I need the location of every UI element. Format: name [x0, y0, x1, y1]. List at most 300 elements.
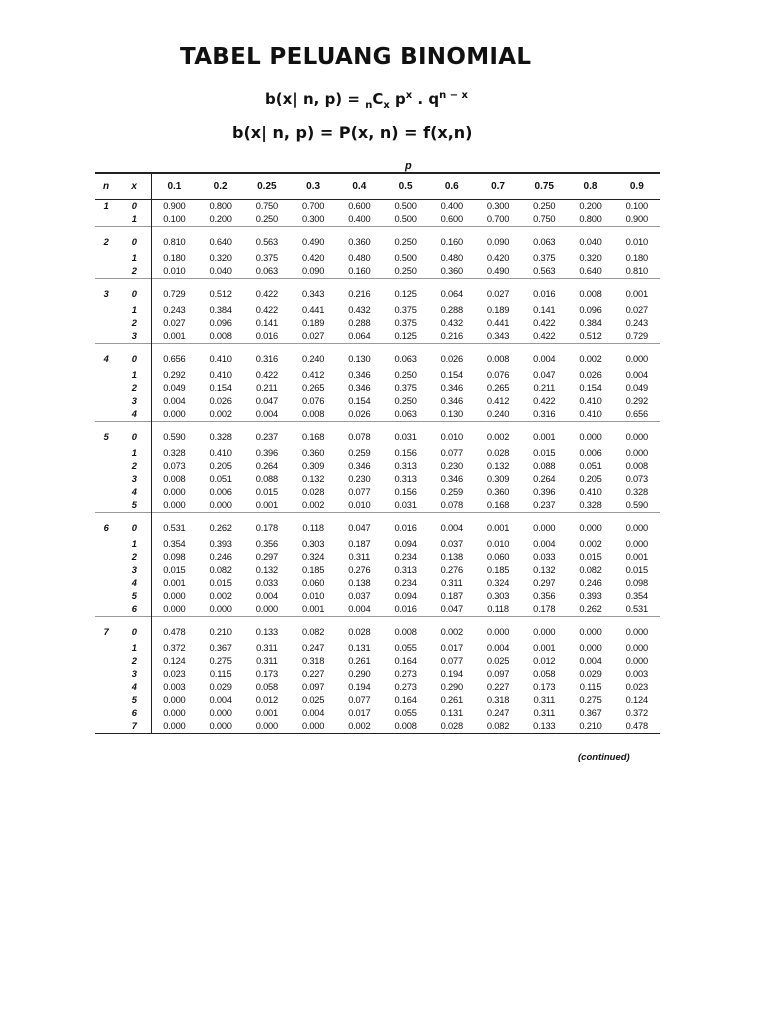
probability-cell: 0.028 — [336, 617, 382, 643]
probability-cell: 0.000 — [163, 500, 186, 510]
probability-cell: 0.063 — [382, 344, 428, 370]
probability-cell: 0.016 — [382, 513, 428, 539]
probability-cell: 0.656 — [151, 344, 197, 370]
probability-cell: 0.512 — [579, 331, 602, 341]
formula-part: b(x| n, p) = — [265, 90, 366, 108]
probability-cell: 0.051 — [579, 461, 602, 471]
n-value — [95, 330, 117, 344]
probability-cell: 0.372 — [625, 708, 648, 718]
p-column-label: p — [405, 160, 412, 172]
probability-cell: 0.410 — [579, 396, 602, 406]
x-value: 1 — [131, 539, 137, 549]
formula-sub: n — [365, 100, 373, 111]
probability-cell: 0.187 — [440, 591, 463, 601]
probability-cell: 0.360 — [486, 487, 510, 497]
probability-cell: 0.354 — [163, 539, 186, 549]
n-value — [95, 369, 117, 382]
probability-cell: 0.028 — [301, 487, 325, 497]
probability-cell: 0.131 — [348, 643, 371, 653]
probability-cell: 0.205 — [209, 461, 232, 471]
probability-cell: 0.004 — [255, 409, 278, 419]
probability-cell: 0.156 — [394, 448, 417, 458]
probability-cell: 0.000 — [625, 539, 648, 549]
probability-cell: 0.058 — [255, 682, 278, 692]
x-value: 0 — [117, 422, 151, 448]
x-value: 0 — [117, 617, 151, 643]
header-p: 0.5 — [398, 181, 413, 192]
probability-cell: 0.178 — [244, 513, 290, 539]
probability-cell: 0.356 — [255, 539, 278, 549]
probability-cell: 0.288 — [440, 305, 463, 315]
probability-cell: 0.441 — [301, 305, 325, 315]
probability-cell: 0.234 — [394, 552, 417, 562]
probability-cell: 0.700 — [486, 214, 510, 224]
probability-cell: 0.000 — [625, 656, 648, 666]
probability-cell: 0.008 — [394, 721, 417, 731]
probability-cell: 0.265 — [301, 383, 325, 393]
probability-cell: 0.016 — [255, 331, 278, 341]
probability-cell: 0.004 — [209, 695, 232, 705]
probability-cell: 0.600 — [348, 201, 371, 211]
probability-cell: 0.400 — [440, 201, 463, 211]
probability-cell: 0.132 — [301, 474, 325, 484]
probability-cell: 0.025 — [301, 695, 325, 705]
x-value: 6 — [131, 708, 137, 718]
x-value: 3 — [131, 331, 137, 341]
n-value — [95, 317, 117, 330]
probability-cell: 0.346 — [348, 383, 371, 393]
probability-cell: 0.000 — [614, 513, 660, 539]
probability-cell: 0.047 — [440, 604, 463, 614]
probability-cell: 0.500 — [394, 201, 417, 211]
probability-cell: 0.115 — [209, 669, 232, 679]
n-value — [95, 499, 117, 513]
probability-cell: 0.300 — [301, 214, 325, 224]
probability-cell: 0.090 — [475, 227, 521, 253]
probability-cell: 0.367 — [209, 643, 232, 653]
formula-part: p — [389, 90, 406, 108]
probability-cell: 0.002 — [209, 409, 232, 419]
probability-cell: 0.015 — [209, 578, 232, 588]
table-row — [95, 668, 660, 681]
probability-cell: 0.100 — [163, 214, 186, 224]
probability-cell: 0.400 — [348, 214, 371, 224]
header-x: x — [131, 181, 137, 192]
probability-cell: 0.088 — [255, 474, 278, 484]
n-value — [95, 590, 117, 603]
table-row — [95, 344, 660, 370]
probability-cell: 0.023 — [163, 669, 186, 679]
x-value: 2 — [131, 461, 137, 471]
probability-cell: 0.077 — [440, 448, 463, 458]
probability-cell: 0.000 — [521, 513, 567, 539]
probability-cell: 0.000 — [614, 422, 660, 448]
probability-cell: 0.015 — [579, 552, 602, 562]
probability-cell: 0.324 — [301, 552, 325, 562]
probability-cell: 0.141 — [255, 318, 278, 328]
probability-cell: 0.311 — [256, 656, 278, 666]
n-value — [95, 642, 117, 655]
table-row — [95, 617, 660, 643]
n-value — [95, 486, 117, 499]
probability-cell: 0.531 — [151, 513, 197, 539]
x-value: 2 — [131, 266, 137, 276]
probability-cell: 0.132 — [533, 565, 556, 575]
probability-cell: 0.098 — [163, 552, 186, 562]
probability-cell: 0.640 — [579, 266, 602, 276]
probability-cell: 0.230 — [440, 461, 463, 471]
probability-cell: 0.261 — [440, 695, 463, 705]
probability-cell: 0.250 — [255, 214, 278, 224]
probability-cell: 0.016 — [521, 279, 567, 305]
probability-cell: 0.180 — [163, 253, 186, 263]
probability-cell: 0.090 — [301, 266, 325, 276]
formula-sup: n − x — [439, 90, 469, 101]
probability-cell: 0.800 — [209, 201, 232, 211]
probability-cell: 0.064 — [348, 331, 371, 341]
probability-cell: 0.063 — [394, 409, 417, 419]
probability-cell: 0.028 — [440, 721, 463, 731]
probability-notation: b(x| n, p) = P(x, n) = f(x,n) — [232, 123, 473, 142]
table-row — [95, 408, 660, 422]
x-value: 6 — [131, 604, 137, 614]
header-p: 0.7 — [491, 181, 505, 192]
probability-cell: 0.064 — [429, 279, 475, 305]
probability-cell: 0.396 — [533, 487, 556, 497]
probability-cell: 0.073 — [625, 474, 648, 484]
probability-cell: 0.900 — [625, 214, 648, 224]
n-value: 1 — [103, 201, 109, 211]
probability-cell: 0.047 — [255, 396, 278, 406]
probability-cell: 0.356 — [533, 591, 556, 601]
table-row — [95, 538, 660, 551]
probability-cell: 0.729 — [151, 279, 197, 305]
probability-cell: 0.008 — [382, 617, 428, 643]
probability-cell: 0.027 — [301, 331, 325, 341]
table-row — [95, 227, 660, 253]
probability-cell: 0.000 — [163, 695, 186, 705]
probability-cell: 0.000 — [579, 643, 602, 653]
probability-cell: 0.124 — [625, 695, 648, 705]
x-value: 3 — [131, 565, 137, 575]
x-value: 2 — [131, 552, 137, 562]
probability-cell: 0.410 — [209, 370, 232, 380]
probability-cell: 0.010 — [486, 539, 510, 549]
probability-cell: 0.063 — [255, 266, 278, 276]
probability-cell: 0.010 — [348, 500, 371, 510]
probability-cell: 0.012 — [533, 656, 556, 666]
probability-cell: 0.078 — [440, 500, 463, 510]
probability-cell: 0.360 — [440, 266, 463, 276]
probability-cell: 0.261 — [348, 656, 371, 666]
probability-cell: 0.138 — [440, 552, 463, 562]
probability-cell: 0.001 — [533, 643, 556, 653]
x-value: 4 — [131, 409, 137, 419]
probability-cell: 0.500 — [394, 253, 417, 263]
probability-cell: 0.500 — [394, 214, 417, 224]
probability-cell: 0.040 — [567, 227, 613, 253]
binomial-formula — [265, 90, 468, 111]
probability-cell: 0.002 — [429, 617, 475, 643]
probability-cell: 0.178 — [533, 604, 556, 614]
probability-cell: 0.250 — [533, 201, 556, 211]
probability-cell: 0.001 — [625, 552, 648, 562]
x-value: 0 — [131, 201, 137, 211]
probability-cell: 0.000 — [163, 708, 186, 718]
probability-cell: 0.000 — [255, 604, 278, 614]
probability-cell: 0.060 — [486, 552, 510, 562]
probability-cell: 0.288 — [348, 318, 371, 328]
probability-cell: 0.375 — [394, 318, 417, 328]
probability-cell: 0.290 — [440, 682, 463, 692]
n-value: 4 — [95, 344, 117, 370]
probability-cell: 0.512 — [198, 279, 244, 305]
probability-cell: 0.243 — [625, 318, 648, 328]
probability-cell: 0.025 — [486, 656, 510, 666]
table-row — [95, 486, 660, 499]
probability-cell: 0.000 — [255, 721, 278, 731]
probability-cell: 0.094 — [394, 591, 417, 601]
table-row — [95, 564, 660, 577]
table-row — [95, 551, 660, 564]
probability-cell: 0.360 — [336, 227, 382, 253]
probability-cell: 0.478 — [151, 617, 197, 643]
probability-cell: 0.138 — [348, 578, 371, 588]
probability-cell: 0.010 — [163, 266, 186, 276]
probability-cell: 0.656 — [625, 409, 648, 419]
probability-cell: 0.328 — [163, 448, 186, 458]
n-value — [95, 447, 117, 460]
x-value: 7 — [131, 721, 137, 731]
probability-cell: 0.040 — [209, 266, 232, 276]
probability-cell: 0.082 — [209, 565, 232, 575]
x-value: 0 — [117, 227, 151, 253]
probability-cell: 0.015 — [625, 565, 648, 575]
probability-cell: 0.002 — [348, 721, 371, 731]
probability-cell: 0.160 — [348, 266, 371, 276]
probability-cell: 0.346 — [348, 370, 371, 380]
x-value: 3 — [131, 669, 137, 679]
probability-cell: 0.168 — [486, 500, 510, 510]
probability-cell: 0.154 — [348, 396, 371, 406]
probability-cell: 0.410 — [198, 344, 244, 370]
probability-cell: 0.000 — [209, 604, 232, 614]
probability-cell: 0.000 — [567, 422, 613, 448]
probability-cell: 0.026 — [579, 370, 602, 380]
probability-cell: 0.300 — [486, 201, 510, 211]
probability-cell: 0.441 — [486, 318, 510, 328]
table-row — [95, 707, 660, 720]
probability-cell: 0.490 — [486, 266, 510, 276]
probability-cell: 0.211 — [533, 383, 556, 393]
probability-cell: 0.328 — [625, 487, 648, 497]
probability-cell: 0.027 — [625, 305, 648, 315]
probability-cell: 0.240 — [290, 344, 336, 370]
probability-cell: 0.006 — [209, 487, 232, 497]
n-value: 3 — [95, 279, 117, 305]
x-value: 4 — [131, 487, 137, 497]
probability-cell: 0.311 — [441, 578, 463, 588]
table-row — [95, 603, 660, 617]
table-row — [95, 304, 660, 317]
probability-cell: 0.313 — [394, 461, 417, 471]
probability-cell: 0.132 — [255, 565, 278, 575]
header-p: 0.4 — [352, 181, 367, 192]
header-p: 0.3 — [306, 181, 321, 192]
table-row — [95, 317, 660, 330]
x-value: 1 — [131, 448, 137, 458]
probability-cell: 0.420 — [301, 253, 325, 263]
n-value: 7 — [95, 617, 117, 643]
probability-cell: 0.017 — [440, 643, 463, 653]
probability-cell: 0.001 — [521, 422, 567, 448]
probability-cell: 0.124 — [163, 656, 186, 666]
probability-cell: 0.000 — [625, 643, 648, 653]
probability-cell: 0.259 — [440, 487, 463, 497]
probability-cell: 0.006 — [579, 448, 602, 458]
probability-cell: 0.230 — [348, 474, 371, 484]
probability-cell: 0.012 — [255, 695, 278, 705]
probability-cell: 0.328 — [198, 422, 244, 448]
n-value: 2 — [95, 227, 117, 253]
probability-cell: 0.000 — [614, 617, 660, 643]
x-value: 2 — [131, 656, 137, 666]
probability-cell: 0.004 — [348, 604, 371, 614]
n-value — [95, 603, 117, 617]
probability-cell: 0.125 — [394, 331, 417, 341]
probability-cell: 0.017 — [348, 708, 371, 718]
probability-cell: 0.265 — [486, 383, 510, 393]
header-p: 0.1 — [167, 181, 182, 192]
probability-cell: 0.422 — [255, 305, 278, 315]
binomial-table — [95, 172, 660, 734]
probability-cell: 0.275 — [579, 695, 602, 705]
probability-cell: 0.154 — [440, 370, 463, 380]
probability-cell: 0.026 — [429, 344, 475, 370]
probability-cell: 0.098 — [625, 578, 648, 588]
probability-cell: 0.309 — [486, 474, 510, 484]
probability-cell: 0.367 — [579, 708, 602, 718]
probability-cell: 0.031 — [382, 422, 428, 448]
probability-cell: 0.003 — [163, 682, 186, 692]
probability-cell: 0.010 — [301, 591, 325, 601]
probability-cell: 0.001 — [475, 513, 521, 539]
probability-cell: 0.008 — [625, 461, 648, 471]
probability-cell: 0.227 — [301, 669, 325, 679]
probability-cell: 0.422 — [255, 370, 278, 380]
probability-cell: 0.311 — [348, 552, 371, 562]
probability-cell: 0.410 — [579, 409, 602, 419]
probability-cell: 0.432 — [440, 318, 463, 328]
probability-cell: 0.097 — [486, 669, 510, 679]
x-value: 4 — [131, 682, 137, 692]
probability-cell: 0.154 — [579, 383, 602, 393]
probability-cell: 0.076 — [486, 370, 510, 380]
probability-cell: 0.033 — [533, 552, 556, 562]
probability-cell: 0.000 — [209, 500, 232, 510]
probability-cell: 0.008 — [163, 474, 186, 484]
probability-cell: 0.354 — [625, 591, 648, 601]
n-value — [95, 707, 117, 720]
probability-cell: 0.001 — [163, 331, 186, 341]
n-value — [95, 668, 117, 681]
probability-cell: 0.250 — [394, 396, 417, 406]
probability-cell: 0.077 — [348, 487, 371, 497]
probability-cell: 0.750 — [533, 214, 556, 224]
probability-cell: 0.000 — [163, 721, 186, 731]
probability-cell: 0.422 — [533, 318, 556, 328]
probability-cell: 0.076 — [301, 396, 325, 406]
probability-cell: 0.002 — [579, 539, 602, 549]
probability-cell: 0.026 — [348, 409, 371, 419]
probability-cell: 0.001 — [301, 604, 325, 614]
probability-cell: 0.027 — [163, 318, 186, 328]
probability-cell: 0.185 — [301, 565, 325, 575]
probability-cell: 0.810 — [151, 227, 197, 253]
probability-cell: 0.004 — [255, 591, 278, 601]
probability-cell: 0.297 — [255, 552, 278, 562]
table-row — [95, 422, 660, 448]
probability-cell: 0.000 — [163, 604, 186, 614]
probability-cell: 0.000 — [475, 617, 521, 643]
table-bottom-rule — [95, 733, 660, 734]
probability-cell: 0.082 — [579, 565, 602, 575]
probability-cell: 0.311 — [533, 708, 556, 718]
probability-cell: 0.060 — [301, 578, 325, 588]
formula-sub: x — [383, 100, 390, 111]
probability-cell: 0.164 — [394, 656, 417, 666]
probability-cell: 0.082 — [290, 617, 336, 643]
n-value — [95, 577, 117, 590]
probability-cell: 0.004 — [301, 708, 325, 718]
probability-cell: 0.028 — [486, 448, 510, 458]
probability-cell: 0.810 — [625, 266, 648, 276]
probability-cell: 0.058 — [533, 669, 556, 679]
probability-cell: 0.037 — [348, 591, 371, 601]
table-row — [95, 213, 660, 227]
probability-cell: 0.185 — [486, 565, 510, 575]
probability-cell: 0.033 — [255, 578, 278, 588]
probability-cell: 0.000 — [625, 448, 648, 458]
probability-cell: 0.234 — [394, 578, 417, 588]
probability-cell: 0.800 — [579, 214, 602, 224]
probability-cell: 0.023 — [625, 682, 648, 692]
header-row — [95, 174, 660, 200]
header-p: 0.8 — [583, 181, 598, 192]
table-row — [95, 513, 660, 539]
probability-cell: 0.154 — [209, 383, 232, 393]
probability-cell: 0.008 — [475, 344, 521, 370]
probability-cell: 0.247 — [301, 643, 325, 653]
n-value — [95, 213, 117, 227]
probability-cell: 0.320 — [209, 253, 232, 263]
probability-cell: 0.088 — [533, 461, 556, 471]
probability-cell: 0.094 — [394, 539, 417, 549]
n-value — [95, 681, 117, 694]
probability-cell: 0.004 — [533, 539, 556, 549]
probability-cell: 0.264 — [533, 474, 556, 484]
probability-cell: 0.318 — [486, 695, 510, 705]
table-row — [95, 642, 660, 655]
probability-cell: 0.002 — [301, 500, 325, 510]
page-title: TABEL PELUANG BINOMIAL — [180, 44, 532, 70]
probability-cell: 0.360 — [301, 448, 325, 458]
probability-cell: 0.250 — [394, 266, 417, 276]
probability-cell: 0.000 — [209, 708, 232, 718]
n-value — [95, 382, 117, 395]
probability-table — [95, 174, 660, 733]
probability-cell: 0.237 — [244, 422, 290, 448]
